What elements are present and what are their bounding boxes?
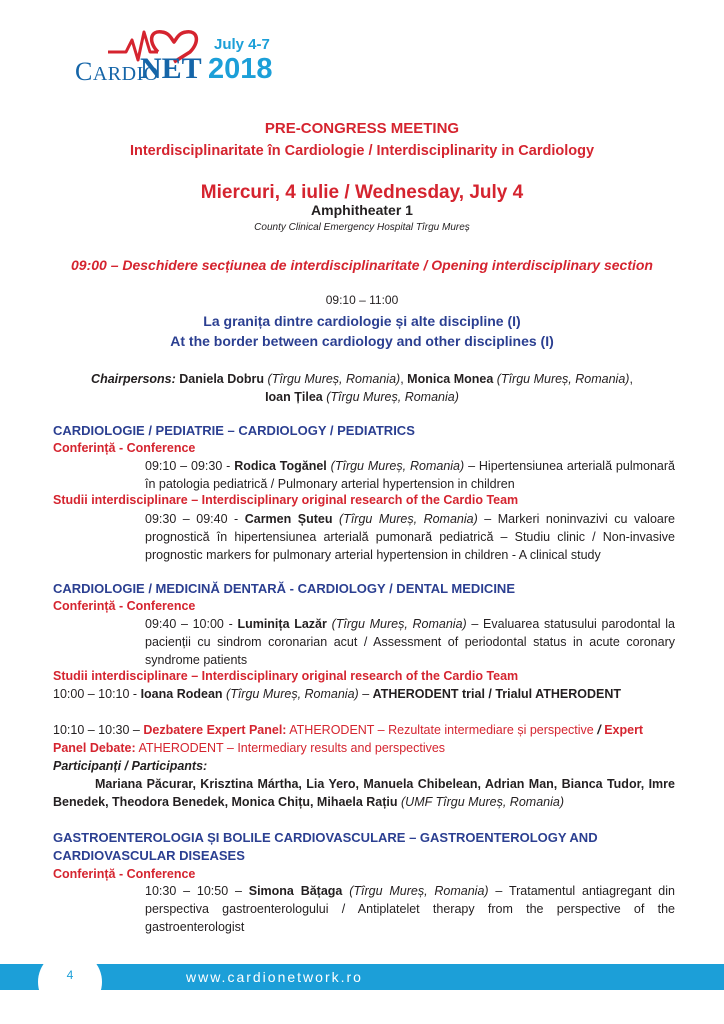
opening-line: 09:00 – Deschidere secțiunea de interdisciplinaritate / Opening interdisciplinary section [71,257,653,273]
conference-label: Conferință - Conference [53,867,196,881]
section-title-dental: CARDIOLOGIE / MEDICINĂ DENTARĂ - CARDIOLOGY / DENTAL MEDICINE [53,581,515,596]
session-title-en: At the border between cardiology and other disciplines (I) [170,333,554,349]
participants-list: Mariana Păcurar, Krisztina Mártha, Lia Yero, Manuela Chibelean, Adrian Man, Bianca Tudor, Imre Benedek, Theodora Benedek, Monica Chițu, Mihaela Rațiu (UMF Tîrgu Mureș, Romania) [53,777,675,809]
talk-item: 09:10 – 09:30 - Rodica Togănel (Tîrgu Mureș, Romania) – Hipertensiunea arterială pulmonară în patologia pediatrică / Pulmonary arterial hypertension in children [145,459,675,491]
expert-panel: 10:10 – 10:30 – Dezbatere Expert Panel: ATHERODENT – Rezultate intermediare și perspective / Expert Panel Debate: ATHERODENT – Intermediary results and perspectives [53,723,644,755]
page-number: 4 [66,968,74,982]
logo-dates: July 4-7 [214,36,270,53]
chairpersons: Chairpersons: Daniela Dobru (Tîrgu Mureș, Romania), Monica Monea (Tîrgu Mureș, Romania), Ioan Țilea (Tîrgu Mureș, Romania) [91,372,633,404]
logo-cardio: CARDIO [75,57,159,86]
logo-year: 2018 [208,53,273,85]
talk-item: 10:00 – 10:10 - Ioana Rodean (Tîrgu Mureș, Romania) – ATHERODENT trial / Trialul ATHERODENT [53,687,622,701]
studies-label: Studii interdisciplinare – Interdisciplinary original research of the Cardio Team [53,669,519,683]
section-title-gastro: GASTROENTEROLOGIA ȘI BOLILE CARDIOVASCULARE – GASTROENTEROLOGY AND CARDIOVASCULAR DISEASES [53,830,598,863]
participants-label: Participanți / Participants: [53,759,208,773]
session-time: 09:10 – 11:00 [325,293,399,307]
hospital: County Clinical Emergency Hospital Tîrgu Mureș [254,222,470,233]
amphitheater: Amphitheater 1 [311,202,413,218]
website-link[interactable]: www.cardionetwork.ro [186,969,363,985]
conference-label: Conferință - Conference [53,599,196,613]
pre-congress-title: PRE-CONGRESS MEETING [264,120,460,137]
interdisciplinarity-title: Interdisciplinaritate în Cardiologie / Interdisciplinarity in Cardiology [129,143,595,159]
talk-item: 09:30 – 09:40 - Carmen Șuteu (Tîrgu Mureș, Romania) – Markeri noninvazivi cu valoare prognostică în hipertensiunea arterială pumonară pediatrică – Studiu clinic / Non-invasive prognostic markers for pulmonary arterial hypertension in children - A clinical study [145,512,675,562]
day-title: Miercuri, 4 iulie / Wednesday, July 4 [200,182,524,203]
talk-item: 10:30 – 10:50 – Simona Bățaga (Tîrgu Mureș, Romania) – Tratamentul antiagregant din perspectiva gastroenterologului / Antiplatelet therapy from the perspective of the gastroenterologist [145,884,675,934]
section-title-pediatrics: CARDIOLOGIE / PEDIATRIE – CARDIOLOGY / PEDIATRICS [53,423,415,438]
logo-net: NET [140,52,202,85]
session-title-ro: La granița dintre cardiologie și alte discipline (I) [203,313,521,329]
conference-label: Conferință - Conference [53,441,196,455]
studies-label: Studii interdisciplinare – Interdisciplinary original research of the Cardio Team [53,493,519,507]
page-number-circle [38,950,102,1014]
talk-item: 09:40 – 10:00 - Luminița Lazăr (Tîrgu Mureș, Romania) – Evaluarea statusului parodontal la pacienții cu sindrom coronarian acut / Assessment of periodontal status in acute coronary syndrome patients [145,617,675,667]
